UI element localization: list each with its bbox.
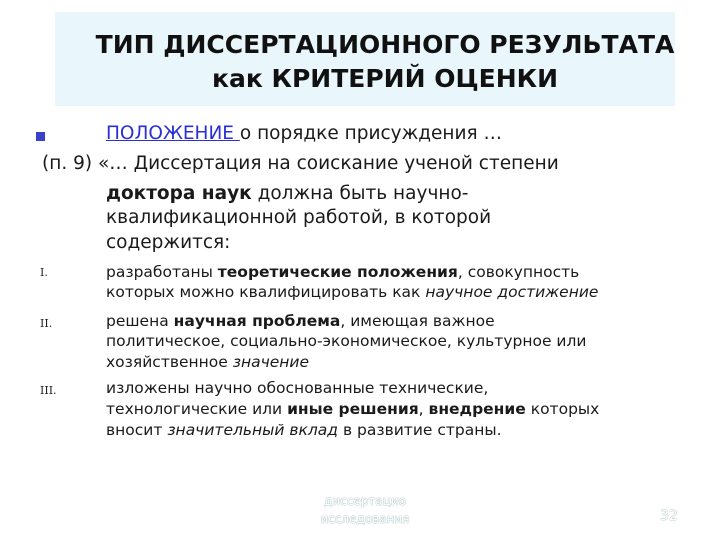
intro-bold-degree: доктора наук (106, 183, 252, 204)
item-2-text-a: решена (106, 312, 174, 330)
item-3-line-2 (106, 400, 599, 418)
item-3-text-a: технологические или (106, 400, 288, 418)
item-2-italic: значение (232, 353, 310, 371)
item-1-italic: научное достижение (425, 283, 599, 301)
intro-line-3 (106, 183, 468, 204)
title-box (55, 12, 675, 106)
regulation-link[interactable]: ПОЛОЖЕНИЕ (106, 123, 240, 144)
item-1-text-a: разработаны (106, 263, 218, 281)
item-1-text-d: которых можно квалифицировать как (106, 283, 426, 301)
numeral-1: I. (40, 266, 48, 279)
intro-line-5: содержится: (106, 232, 231, 253)
item-3-text-e: вносит (106, 421, 168, 439)
numeral-2: II. (40, 317, 53, 330)
item-2-line-3 (106, 353, 309, 371)
item-1-text-c: , совокупность (457, 263, 580, 281)
item-3-italic: значительный вклад (167, 421, 339, 439)
item-2-line-2: политическое, социально-экономическое, культурное или (106, 332, 587, 350)
item-1-bold: теоретические положения (217, 263, 458, 281)
item-3-bold-1: иные решения (287, 400, 419, 418)
item-3-line-3 (106, 421, 502, 439)
intro-line-2: (п. 9) «… Диссертация на соискание ученой степени (42, 153, 559, 174)
item-1-line-1 (106, 263, 579, 281)
slide-title-line-2: как КРИТЕРИЙ ОЦЕНКИ (212, 64, 558, 93)
item-1-line-2 (106, 283, 598, 301)
numeral-3: III. (40, 384, 57, 397)
square-bullet-icon (36, 132, 45, 141)
intro-line-3-text: должна быть научно- (251, 183, 469, 204)
intro-line-1 (106, 123, 502, 144)
intro-line-4: квалификационной работой, в которой (106, 207, 492, 228)
footer-line-1: диссертацио (324, 494, 406, 508)
item-3-text-d: которых (525, 400, 600, 418)
item-2-text-d: хозяйственное (106, 353, 233, 371)
slide-title-line-1: ТИП ДИССЕРТАЦИОННОГО РЕЗУЛЬТАТА (95, 30, 675, 59)
item-3-bold-2: внедрение (428, 400, 526, 418)
item-3-text-c: , (418, 400, 429, 418)
item-3-line-1: изложены научно обоснованные технические, (106, 379, 489, 397)
page-number: 32 (660, 508, 678, 524)
item-2-bold: научная проблема (173, 312, 341, 330)
item-2-text-c: , имеющая важное (340, 312, 495, 330)
item-3-text-f: в развитие страны. (338, 421, 502, 439)
intro-line-1-text: о порядке присуждения … (239, 123, 503, 144)
item-2-line-1 (106, 312, 495, 330)
footer-line-2: исследования (320, 512, 410, 526)
